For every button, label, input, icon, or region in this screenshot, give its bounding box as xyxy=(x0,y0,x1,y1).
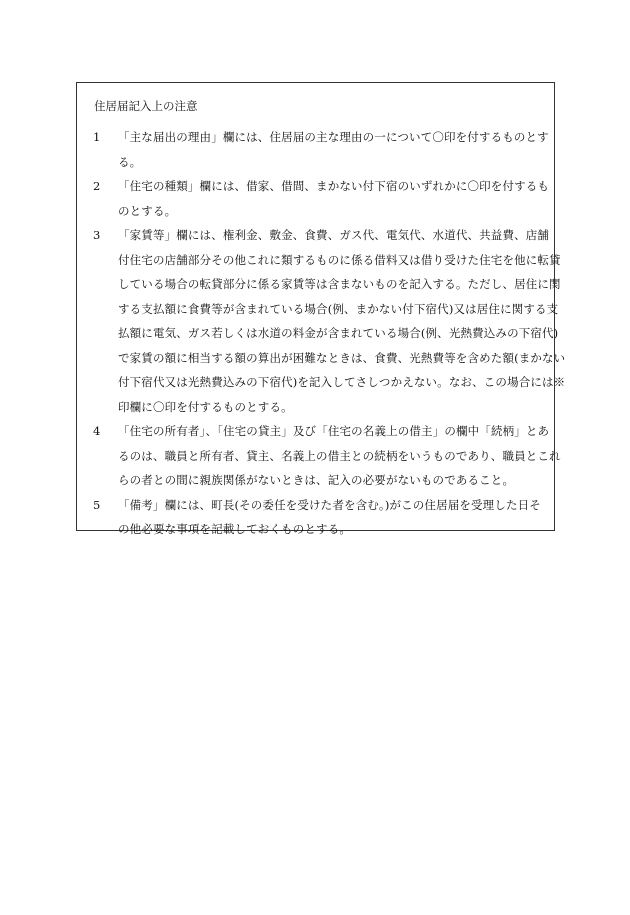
notice-item-2 xyxy=(93,174,550,223)
text-line: る。 xyxy=(118,154,142,169)
item-text xyxy=(118,419,561,493)
text-line: らの者との間に親族関係がないときは、記入の必要がないものであること。 xyxy=(118,473,515,487)
text-line: 付下宿代又は光熱費込みの下宿代)を記入してさしつかえない。なお、この場合には※ xyxy=(118,375,566,389)
notice-item-3 xyxy=(93,223,566,419)
text-line: 「主な届出の理由」欄には、住居届の主な理由の一について〇印を付するものとす xyxy=(118,130,549,144)
text-line: で家賃の額に相当する額の算出が困難なときは、食費、光熱費等を含めた額(まかない xyxy=(118,350,566,365)
notice-list xyxy=(93,125,566,542)
text-line: 付住宅の店舗部分その他これに類するものに係る借料又は借り受けた住宅を他に転貸 xyxy=(118,252,561,267)
text-line: 「家賃等」欄には、権利金、敷金、食費、ガス代、電気代、水道代、共益費、店舗 xyxy=(118,228,550,242)
notice-title: 住居届記入上の注意 xyxy=(94,99,198,113)
text-line: 「住宅の所有者」、「住宅の貸主」及び「住宅の名義上の借主」の欄中「続柄」とあ xyxy=(118,424,550,438)
item-number: 3 xyxy=(93,228,101,242)
text-line: のとする。 xyxy=(118,203,177,218)
text-line: する支払額に食費等が含まれている場合(例、まかない付下宿代)又は居住に関する支 xyxy=(118,301,559,316)
item-text xyxy=(118,125,549,174)
text-line: 「住宅の種類」欄には、借家、借間、まかない付下宿のいずれかに〇印を付するも xyxy=(118,179,550,193)
item-text xyxy=(118,174,550,223)
text-line: の他必要な事項を記載しておくものとする。 xyxy=(118,522,351,536)
text-line: 「備考」欄には、町長(その委任を受けた者を含む。)がこの住居届を受理した日そ xyxy=(118,497,541,512)
notice-box xyxy=(76,82,566,536)
text-line: 払額に電気、ガス若しくは水道の料金が含まれている場合(例、光熱費込みの下宿代) xyxy=(118,326,559,340)
text-line: している場合の転貸部分に係る家賃等は含まないものを記入する。ただし、居住に関 xyxy=(118,277,561,291)
text-line: 印欄に〇印を付するものとする。 xyxy=(118,399,293,414)
notice-item-1 xyxy=(93,125,549,174)
item-number: 1 xyxy=(93,130,101,144)
notice-item-4 xyxy=(93,419,561,493)
item-number: 4 xyxy=(93,424,101,438)
item-text xyxy=(118,493,545,542)
notice-item-5 xyxy=(93,493,545,542)
item-number: 5 xyxy=(93,497,101,512)
item-text xyxy=(118,223,566,419)
text-line: るのは、職員と所有者、貸主、名義上の借主との続柄をいうものであり、職員とこれ xyxy=(118,448,561,463)
item-number: 2 xyxy=(93,179,101,193)
